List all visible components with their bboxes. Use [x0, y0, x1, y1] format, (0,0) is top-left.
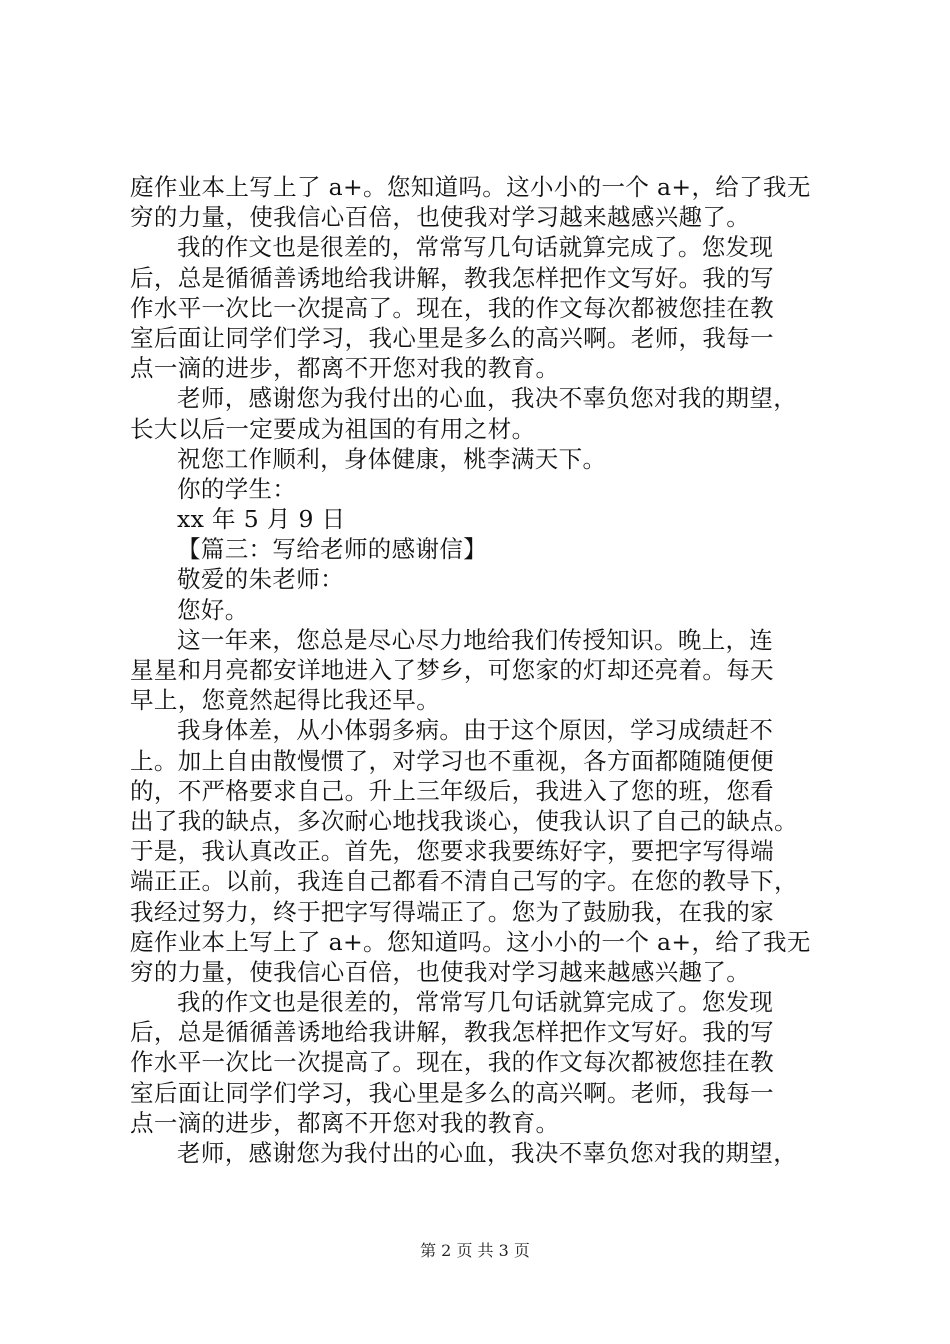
text-line: 室后面让同学们学习，我心里是多么的高兴啊。老师，我每一 — [130, 323, 774, 352]
text-line: 端正正。以前，我连自己都看不清自己写的字。在您的教导下， — [130, 867, 798, 896]
text-line: 庭作业本上写上了 a+。您知道吗。这小小的一个 a+，给了我无 — [130, 173, 811, 201]
text-line: 穷的力量，使我信心百倍，也使我对学习越来越感兴趣了。 — [130, 957, 751, 986]
text-line: 上。加上自由散慢惯了，对学习也不重视，各方面都随随便便 — [130, 746, 774, 775]
text-line: 早上，您竟然起得比我还早。 — [130, 686, 441, 715]
text-line: 后，总是循循善诱地给我讲解，教我怎样把作文写好。我的写 — [130, 263, 774, 292]
text-line: 庭作业本上写上了 a+。您知道吗。这小小的一个 a+，给了我无 — [130, 927, 811, 956]
text-line: xx 年 5 月 9 日 — [177, 505, 346, 534]
text-line: 星星和月亮都安详地进入了梦乡，可您家的灯却还亮着。每天 — [130, 656, 774, 684]
page-footer: 第 2 页 共 3 页 — [420, 1241, 530, 1260]
text-line: 作水平一次比一次提高了。现在，我的作文每次都被您挂在教 — [130, 293, 774, 322]
text-line: 这一年来，您总是尽心尽力地给我们传授知识。晚上，连 — [177, 625, 774, 654]
text-line: 出了我的缺点，多次耐心地找我谈心，使我认识了自己的缺点。 — [130, 806, 798, 835]
text-line: 我经过努力，终于把字写得端正了。您为了鼓励我，在我的家 — [130, 897, 774, 926]
text-line: 老师，感谢您为我付出的心血，我决不辜负您对我的期望， — [177, 1139, 798, 1167]
document-body — [130, 172, 830, 1168]
text-line: 于是，我认真改正。首先，您要求我要练好字，要把字写得端 — [130, 837, 774, 866]
text-line: 老师，感谢您为我付出的心血，我决不辜负您对我的期望， — [177, 384, 798, 413]
text-line: 长大以后一定要成为祖国的有用之材。 — [130, 414, 536, 443]
text-line: 你的学生： — [177, 474, 297, 503]
text-line: 【篇三：写给老师的感谢信】 — [177, 535, 488, 564]
text-line: 您好。 — [177, 595, 249, 624]
text-line: 祝您工作顺利，身体健康，桃李满天下。 — [177, 444, 607, 473]
text-line: 作水平一次比一次提高了。现在，我的作文每次都被您挂在教 — [130, 1048, 774, 1077]
text-line: 敬爱的朱老师： — [177, 565, 344, 594]
text-line: 室后面让同学们学习，我心里是多么的高兴啊。老师，我每一 — [130, 1078, 774, 1107]
text-line: 的，不严格要求自己。升上三年级后，我进入了您的班，您看 — [130, 776, 774, 805]
text-line: 我身体差，从小体弱多病。由于这个原因，学习成绩赶不 — [177, 716, 774, 745]
text-line: 穷的力量，使我信心百倍，也使我对学习越来越感兴趣了。 — [130, 203, 751, 232]
text-line: 点一滴的进步，都离不开您对我的教育。 — [130, 354, 560, 383]
text-line: 点一滴的进步，都离不开您对我的教育。 — [130, 1108, 560, 1137]
text-line: 我的作文也是很差的，常常写几句话就算完成了。您发现 — [177, 988, 774, 1017]
text-line: 我的作文也是很差的，常常写几句话就算完成了。您发现 — [177, 233, 774, 262]
text-line: 后，总是循循善诱地给我讲解，教我怎样把作文写好。我的写 — [130, 1018, 774, 1047]
